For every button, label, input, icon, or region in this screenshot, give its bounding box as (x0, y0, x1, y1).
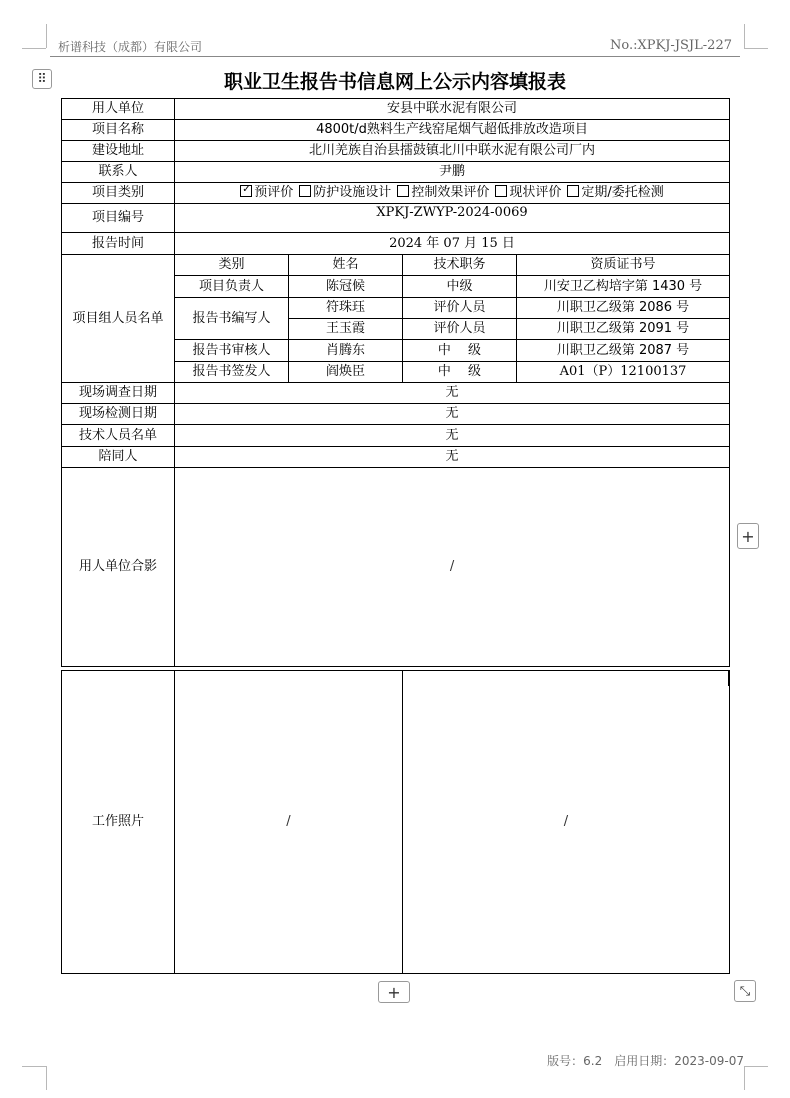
reviewer-cert[interactable]: 川职卫乙级第 2087 号 (517, 340, 730, 362)
contact-label: 联系人 (62, 162, 175, 183)
work-photo-left[interactable]: / (175, 671, 403, 974)
survey-date-value[interactable]: 无 (175, 383, 730, 404)
team-header-category: 类别 (175, 255, 289, 276)
project-no-value[interactable]: XPKJ-ZWYP-2024-0069 (175, 204, 730, 233)
signer-role: 报告书签发人 (175, 362, 289, 383)
reviewer-name[interactable]: 肖腾东 (289, 340, 403, 362)
writer1-name[interactable]: 符珠珏 (289, 298, 403, 319)
employer-label: 用人单位 (62, 99, 175, 120)
report-time-value[interactable]: 2024 年 07 月 15 日 (175, 233, 730, 255)
crop-mark-bottom-left-v (46, 1066, 47, 1090)
crop-mark-top-right (744, 48, 768, 49)
category-option-label: 预评价 (254, 185, 294, 200)
team-header-title: 技术职务 (403, 255, 517, 276)
row-group-photo (62, 468, 730, 667)
writer2-title[interactable]: 评价人员 (403, 319, 517, 340)
tech-staff-value[interactable]: 无 (175, 425, 730, 447)
category-checkbox[interactable] (397, 185, 409, 197)
category-label: 项目类别 (62, 183, 175, 204)
table-move-handle-icon[interactable]: ⠿ (32, 69, 52, 89)
row-escort (62, 447, 730, 468)
detect-date-value[interactable]: 无 (175, 404, 730, 425)
row-tech-staff (62, 425, 730, 447)
category-checkbox[interactable] (240, 185, 252, 197)
leader-title[interactable]: 中级 (403, 276, 517, 298)
contact-value[interactable]: 尹鹏 (175, 162, 730, 183)
group-photo-label: 用人单位合影 (62, 468, 175, 667)
team-header-name: 姓名 (289, 255, 403, 276)
team-label: 项目组人员名单 (62, 255, 175, 383)
row-project-name (62, 120, 730, 141)
writer-role: 报告书编写人 (175, 298, 289, 340)
leader-role: 项目负责人 (175, 276, 289, 298)
team-header-cert: 资质证书号 (517, 255, 730, 276)
add-column-plus-icon[interactable]: + (737, 523, 759, 549)
signer-name[interactable]: 阎焕臣 (289, 362, 403, 383)
writer2-name[interactable]: 王玉霞 (289, 319, 403, 340)
crop-mark-top-right-v (744, 24, 745, 48)
category-option-label: 防护设施设计 (313, 185, 392, 200)
employer-value[interactable]: 安县中联水泥有限公司 (175, 99, 730, 120)
category-option-label: 控制效果评价 (411, 185, 490, 200)
row-survey-date (62, 383, 730, 404)
info-form-table (61, 98, 730, 667)
writer1-cert[interactable]: 川职卫乙级第 2086 号 (517, 298, 730, 319)
category-checkbox[interactable] (567, 185, 579, 197)
crop-mark-top-left-v (46, 24, 47, 48)
add-row-plus-icon[interactable]: + (378, 981, 410, 1003)
crop-mark-bottom-left (22, 1066, 46, 1067)
address-value[interactable]: 北川羌族自治县擂鼓镇北川中联水泥有限公司厂内 (175, 141, 730, 162)
detect-date-label: 现场检测日期 (62, 404, 175, 425)
crop-mark-bottom-right (744, 1066, 768, 1067)
work-photo-table (61, 670, 730, 974)
header-company: 析谱科技（成都）有限公司 (58, 40, 203, 54)
project-no-label: 项目编号 (62, 204, 175, 233)
leader-cert[interactable]: 川安卫乙构培字第 1430 号 (517, 276, 730, 298)
row-address (62, 141, 730, 162)
survey-date-label: 现场调查日期 (62, 383, 175, 404)
reviewer-role: 报告书审核人 (175, 340, 289, 362)
text-cursor (728, 670, 730, 686)
category-checkbox[interactable] (495, 185, 507, 197)
category-checkbox[interactable] (299, 185, 311, 197)
crop-mark-bottom-right-v (744, 1066, 745, 1090)
signer-title[interactable]: 中 级 (403, 362, 517, 383)
tech-staff-label: 技术人员名单 (62, 425, 175, 447)
row-detect-date (62, 404, 730, 425)
category-options (175, 183, 730, 204)
project-name-label: 项目名称 (62, 120, 175, 141)
header-doc-number: No.:XPKJ-JSJL-227 (610, 38, 732, 53)
writer1-title[interactable]: 评价人员 (403, 298, 517, 319)
leader-name[interactable]: 陈冠候 (289, 276, 403, 298)
row-category (62, 183, 730, 204)
work-photo-label: 工作照片 (62, 671, 175, 974)
project-name-value[interactable]: 4800t/d熟料生产线窑尾烟气超低排放改造项目 (175, 120, 730, 141)
address-label: 建设地址 (62, 141, 175, 162)
row-contact (62, 162, 730, 183)
escort-value[interactable]: 无 (175, 447, 730, 468)
escort-label: 陪同人 (62, 447, 175, 468)
page-title: 职业卫生报告书信息网上公示内容填报表 (223, 71, 566, 93)
work-photo-right[interactable]: / (403, 671, 730, 974)
resize-table-icon[interactable]: ⤡ (734, 980, 756, 1002)
row-project-no (62, 204, 730, 233)
signer-cert[interactable]: A01（P）12100137 (517, 362, 730, 383)
row-team-header (62, 255, 730, 276)
category-option-label: 现状评价 (509, 185, 562, 200)
reviewer-title[interactable]: 中 级 (403, 340, 517, 362)
crop-mark-top-left (22, 48, 46, 49)
row-work-photo (62, 671, 730, 974)
header-rule (50, 56, 740, 57)
report-time-label: 报告时间 (62, 233, 175, 255)
footer-version: 版号：6.2 启用日期：2023-09-07 (547, 1054, 744, 1068)
category-option-label: 定期/委托检测 (581, 185, 664, 200)
group-photo-area[interactable]: / (175, 468, 730, 667)
row-report-time (62, 233, 730, 255)
writer2-cert[interactable]: 川职卫乙级第 2091 号 (517, 319, 730, 340)
row-employer (62, 99, 730, 120)
